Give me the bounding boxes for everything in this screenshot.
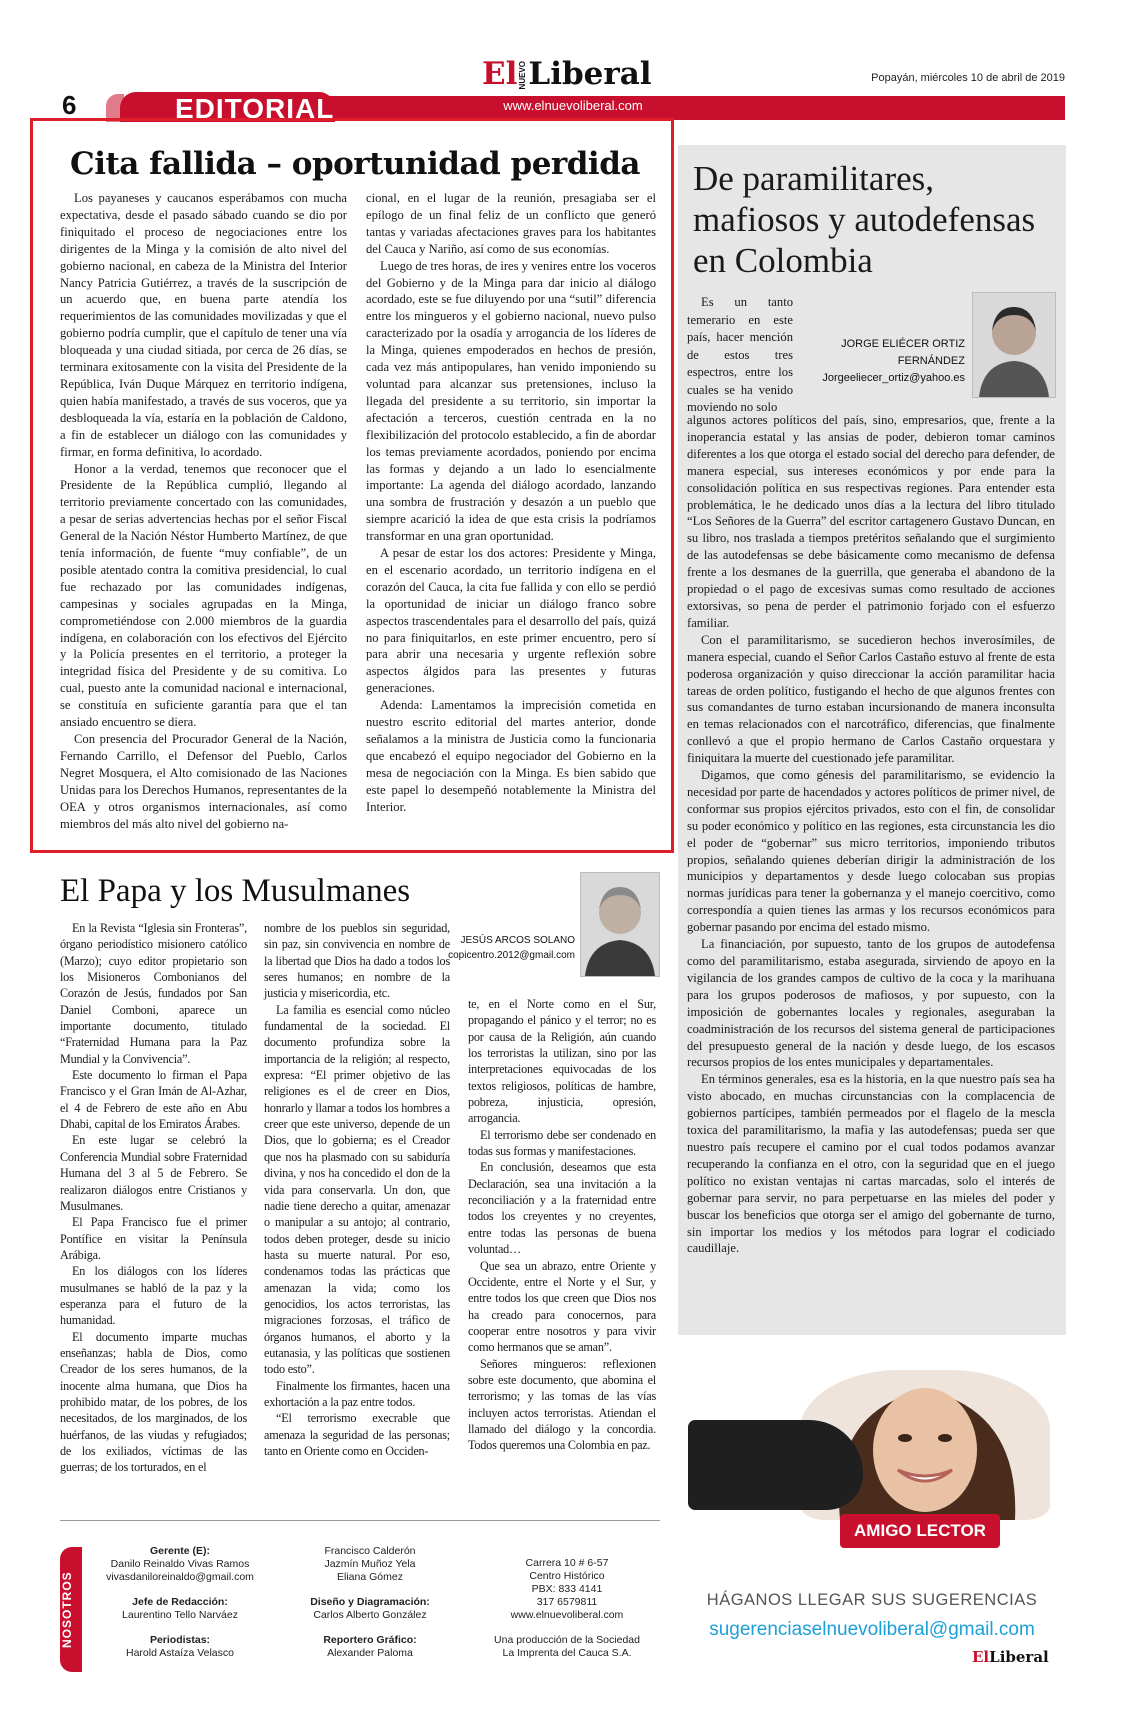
place: Centro Histórico — [529, 1570, 605, 1582]
staff-role: Gerente (E): — [149, 1545, 211, 1557]
paragraph: Digamos, que como génesis del paramilitarismo, se evidencio la necesidad por parte de hacendados y actores políticos de primer nivel, de conformar sus propios ejércitos privados, esto con el fin, de consolidar su poder económico y político en las regiones, esta circunstancia les dio el poder de “gobernar” sus micro territorios, imponiendo tributos propios, señalando quienes deberían dirigir la administración de los municipios y departamentos y desde luego colocaban sus propias normas jurídicas para tener la gobernanza y el manejo coercitivo, como correspondía a quien tienes las armas y los recursos económicos para gobernar pasando por encima del estado mismo. — [687, 768, 1055, 935]
staff-role: Reportero Gráfico: — [323, 1634, 417, 1646]
staff-role: Periodistas: — [149, 1634, 211, 1646]
author-email[interactable]: copicentro.2012@gmail.com — [448, 950, 575, 961]
staff-column-2 — [295, 1545, 445, 1660]
amigo-lector-badge: AMIGO LECTOR — [840, 1514, 1000, 1548]
masthead-logo — [482, 56, 652, 92]
article-column-1 — [60, 920, 247, 1476]
address: Carrera 10 # 6-57 — [525, 1557, 609, 1569]
author-name: JORGE ELIÉCER ORTIZ FERNÁNDEZ — [841, 338, 965, 367]
author-photo — [580, 872, 660, 977]
opinion-intro — [687, 294, 793, 417]
editorial-column-1 — [60, 190, 347, 832]
article-column-3 — [468, 996, 656, 1454]
paragraph: Luego de tres horas, de ires y venires entre los voceros del Gobierno y de la Minga para dar inicio al diálogo acordado, este se fue diluyendo por una “sutil” diferencia entre los mingueros y el gobierno nacional, nuevo pulso caracterizado por la osadía y arrogancia de los líderes de la Minga, quienes empoderados en hechos de presión, cada vez más antipopulares, han venido imponiendo su voluntad para alcanzar sus pretensiones, incluso la llegada del presidente a su territorio, sin importar la afectación a terceros, cuestión centrada en la no flexibilización del protocolo establecido, a fin de abordar los temas previamente acordados, poniendo por encima las formas y dejando a un lado lo esencialmente importante: La agenda del diálogo acordado, lanzando una sombra de frustración y desazón a un pueblo que siempre acarició la idea de que esta crisis la podríamos transformar en una gran oportunidad. — [366, 258, 656, 544]
article-title: El Papa y los Musulmanes — [60, 873, 411, 909]
pointing-hand-icon — [688, 1420, 863, 1510]
staff-role: Diseño y Diagramación: — [310, 1596, 430, 1608]
paragraph: Con el paramilitarismo, se sucedieron hechos inverosímiles, de manera especial, cuando el Señor Carlos Castaño estuvo al frente de esta poderosa organización y quiso direccionar la acción paramilitar hacia tareas de orden político, fustigando el hecho de que algunos frentes con sus comandantes de turno estaban incursionando de manera inconsulta en temas relacionados con el narcotráfico, diferencias, que finalmente conllevó a que el propio hermano de Carlos Castaño orquestara y finiquitara la muerte del cuestionado jefe paramilitar. — [687, 632, 1055, 766]
staff-name: Eliana Gómez — [337, 1571, 403, 1583]
logo-el: El — [972, 1648, 990, 1666]
paragraph: cional, en el lugar de la reunión, presagiaba ser el epílogo de un final feliz de un conflicto que generó tantas y variadas afectaciones graves para los habitantes del Cauca y Nariño, así como de sus economías. — [366, 191, 656, 256]
staff-name: Laurentino Tello Narváez — [122, 1609, 238, 1621]
paragraph: La familia es esencial como núcleo fundamental de la sociedad. El documento profundiza sobre la importancia de la religión; al respecto, expresa: “El primer objetivo de las religiones es el de creer en Dios, honrarlo y llamar a todos los hombres a creer que este universo, depende de un Dios, que lo gobierna; es el Creador que nos ha plasmado con su sabiduría divina, y nos ha concedido el don de la vida para conservarla. Un don, que nadie tiene derecho a quitar, amenazar o manipular a su antojo; al contrario, todos deben proteger, desde su inicio hasta su muerte natural. Por eso, condenamos todas las prácticas que amenazan la vida; como los genocidios, los actos terroristas, las migraciones forzosas, el tráfico de órganos humanos, el aborto y la eutanasia, y las políticas que sostienen todo esto”. — [264, 1002, 450, 1377]
paragraph: Que sea un abrazo, entre Oriente y Occidente, entre el Norte y el Sur, y entre todos los que creen que Dios nos ha creado para conocernos, para cooperar entre nosotros y para vivir como hermanos que se aman”. — [468, 1258, 656, 1355]
paragraph: Finalmente los firmantes, hacen una exhortación a la paz entre todos. — [264, 1378, 450, 1409]
opinion-body — [687, 412, 1055, 1257]
ad-headline: HÁGANOS LLEGAR SUS SUGERENCIAS — [706, 1591, 1038, 1609]
page-number: 6 — [62, 90, 77, 120]
logo-nuevo: NUEVO — [518, 61, 528, 90]
author-photo — [972, 292, 1056, 398]
logo-liberal: Liberal — [528, 56, 652, 92]
editorial-title: Cita fallida – oportunidad perdida — [70, 146, 640, 182]
paragraph: te, en el Norte como en el Sur, propagando el pánico y el terror; no es por causa de la Religión, aún cuando los terroristas la utilizan, sino por las interpretaciones equivocadas de los textos religiosos, políticas de hambre, pobreza, injusticia, opresión, arrogancia. — [468, 997, 656, 1126]
opinion-title: De paramilitares, mafiosos y autodefensas en Colombia — [693, 159, 1036, 280]
paragraph: A pesar de estar los dos actores: Presidente y Minga, en el escenario acordado, un territorio indígena en el corazón del Cauca, la cita fue fallida y con ello se perdió la oportunidad de iniciar un diálogo franco sobre aspectos trascendentales para el desarrollo del país, quizá no para finiquitarlos, en este primer encuentro, pero sí para abrir una necesaria y urgente reflexión sobre aspectos álgidos para las presentes y futuras generaciones. — [366, 546, 656, 696]
paragraph: El documento imparte muchas enseñanzas; habla de Dios, como Creador de los seres humanos, de la inocente alma humana, que Dios ha prohibido matar, de los pobres, de los necesitados, de los marginados, de los huérfanos, de las viudas y refugiados; de los exiliados, víctimas de las guerras; de los torturados, en el — [60, 1329, 247, 1475]
mobile-phone: 317 6579811 — [536, 1596, 598, 1608]
paragraph: Los payaneses y caucanos esperábamos con mucha expectativa, desde el pasado sábado cuando se dio por finiquitado el proceso de negociaciones entre los dirigentes de la Minga y la comisión de alto nivel del gobierno nacional, en cabeza de la Ministra del Interior Nancy Patricia Gutiérrez, a través de la suscripción de un acuerdo que, en buena parte atendía los requerimientos de las comunidades movilizadas y que el gobierno podría cumplir, que el capítulo de tener una vía bloqueada y una ciudad sitiada, por cerca de 26 días, se terminara exitosamente con la visita del Presidente de la República, Iván Duque Márquez en territorio indígena, quien había manifestado, a través de sus voceros, que ya desbloqueada la vía, estaría en la población de Caldono, a fin de establecer un diálogo con las comunidades y firmar, en forma definitiva, lo acordado. — [60, 191, 347, 459]
staff-name: Alexander Paloma — [327, 1647, 413, 1659]
paragraph: Señores mingueros: reflexionen sobre este documento, que abomina el terrorismo; y las tomas de las vías incluyen actos terroristas. Atiendan el llamado del diálogo y la concordia. Todos queremos una Colombia en paz. — [468, 1356, 656, 1453]
author-email[interactable]: Jorgeeliecer_ortiz@yahoo.es — [822, 372, 965, 384]
footer-website-link[interactable]: www.elnuevoliberal.com — [510, 1609, 624, 1621]
pbx-phone: PBX: 833 4141 — [531, 1583, 603, 1595]
author-name: JESÚS ARCOS SOLANO — [460, 935, 575, 946]
paragraph: Adenda: Lamentamos la imprecisión cometida en nuestro escrito editorial del martes anterior, donde señalamos a la ministra de Justicia como la funcionaria que encabezó el equipo negociador del Gobierno en la mesa de negociación con la Minga. Es bien sabido que este papel lo desempeñó notablemente la Ministra del Interior. — [366, 698, 656, 814]
paragraph: Este documento lo firman el Papa Francisco y el Gran Imán de Al-Azhar, el 4 de Febrero de este año en Abu Dhabi, capital de los Emiratos Árabes. — [60, 1068, 247, 1132]
editorial-column-2 — [366, 190, 656, 816]
ad-email-link[interactable]: sugerenciaselnuevoliberal@gmail.com — [709, 1619, 1035, 1640]
dateline: Popayán, miércoles 10 de abril de 2019 — [871, 72, 1065, 84]
header-rule — [330, 96, 1065, 120]
section-label: EDITORIAL — [175, 93, 335, 124]
paragraph: nombre de los pueblos sin seguridad, sin paz, sin convivencia en nombre de la libertad que Dios ha dado a todos los seres humanos; en nombre de la justicia y misericordia, etc. — [264, 921, 450, 1001]
ad-logo — [972, 1648, 1049, 1666]
paragraph: En conclusión, deseamos que esta Declaración, sea una invitación a la reconciliación y a la fraternidad entre todos los creyentes y no creyentes, entre todas las personas de buena voluntad… — [468, 1160, 656, 1257]
paragraph: En este lugar se celebró la Conferencia Mundial sobre Fraternidad Humana del 3 al 5 de Febrero. Se realizaron diálogos entre Cristianos y Musulmanes. — [60, 1133, 247, 1213]
staff-name: Danilo Reinaldo Vivas Ramos — [110, 1558, 250, 1570]
paragraph: Honor a la verdad, tenemos que reconocer que el Presidente de la República cumplió, llegando al territorio previamente concertado con las comunidades, a pesar de serias advertencias hechas por el señor Fiscal General de la Nación Néstor Humberto Martínez, de que tenía información, de fuente “muy confiable”, de un posible atentado contra la comitiva presidencial, lo cual fue rechazado por las comunidades indígenas, campesinas y sociales agrupadas en la Minga, comprometiéndose con 2.000 miembros de la guardia indígena, en colaboración con los efectivos del Ejército y la Policía presentes en el territorio, a proteger la integridad física del Presidente y de su comitiva. Lo cual, puesto ante la comunidad nacional e internacional, se constituía en suficiente garantía para que el tan ansiado encuentro se diera. — [60, 461, 347, 730]
logo-el: El — [482, 56, 518, 92]
staff-name: Francisco Calderón — [324, 1545, 416, 1557]
paragraph: “El terrorismo execrable que amenaza la seguridad de las personas; tanto en Oriente como en Occiden- — [264, 1411, 450, 1458]
paragraph: En los diálogos con los líderes musulmanes se habló de la paz y la esperanza para el futuro de la humanidad. — [60, 1264, 247, 1328]
production-credit: Una producción de la Sociedad — [494, 1634, 640, 1646]
paragraph: En términos generales, esa es la historia, en la que nuestro país sea ha visto abocado, en muchas circunstancias con la complacencia de gobiernos partícipes, también permeados por el flagelo de la mescla toxica del paramilitarismo, la mafia y las autodefensas; pueda ser que nuestro país recupere el camino por el cual todos podamos avanzar recuperando la confianza en el otro, con la seguridad que en el juego político no existan ventajas ni cartas marcadas, solo el interés de gobernar para servir, no para perpetuarse en las mieles del poder y buscar los beneficios que otorga ser el amigo del gobernante de turno, sin importar los medios y los métodos para lograr el codiciado caudillaje. — [687, 1072, 1055, 1256]
staff-name: Carlos Alberto González — [313, 1609, 427, 1621]
paragraph: El Papa Francisco fue el primer Pontífice en visitar la Península Arábiga. — [60, 1215, 247, 1262]
paragraph: En la Revista “Iglesia sin Fronteras”, órgano periodístico misionero católico (Marzo); cuyo editor propietario son los Misioneros Combonianos del Corazón de Jesús, fundados por San Daniel Comboni, aparece un importante documento, titulado “Fraternidad Humana para la Paz Mundial y la Convivencia”. — [60, 921, 247, 1066]
staff-column-1 — [100, 1545, 260, 1660]
paragraph: algunos actores políticos del país, sino, empresarios, que, frente a la inoperancia estatal y las ansias de poder, debieron tomar caminos diferentes a los que otorga el estado social del derecho para defender, de manera especial, sus intereses económicos y por ende para la consolidación política en sus respectivas regiones. Para entender esta problemática, le he dedicado unos días a la lectura del libro titulado “Los Señores de la Guerra” del escritor cartagenero Gustavo Duncan, en su libro, nos traslada a tiempos pretéritos señalando que el surgimiento de las autodefensas se debe básicamente como mecanismo de defensa frente a los desmanes de la guerrilla, que generaba el abandono de la propiedad o el pago de excesivas sumas como resultado de acciones extorsivas, so pena de perder el patrimonio forjado con el esfuerzo familiar. — [687, 413, 1055, 630]
paragraph: La financiación, por supuesto, tanto de los grupos de autodefensa como del paramilitarismo, estaba asegurada, sirviendo de apoyo en la vigilancia de los grandes campos de cultivo de la coca y la marihuana para los grupos poderosos de mafiosos, y por supuesto, con la imposición de gobernantes locales y regionales, aseguraban la coadministración de los recursos del sistema general de participaciones del presupuesto general de la nación y desde luego, de los escasos recursos propios de los entes municipales y departamentales. — [687, 937, 1055, 1070]
staff-role: Jefe de Redacción: — [132, 1596, 228, 1608]
paragraph: El terrorismo debe ser condenado en todas sus formas y manifestaciones. — [468, 1127, 656, 1159]
contact-column — [492, 1557, 642, 1660]
website-link[interactable]: www.elnuevoliberal.com — [503, 98, 643, 113]
staff-name: Jazmín Muñoz Yela — [324, 1558, 416, 1570]
staff-name: Harold Astaíza Velasco — [126, 1647, 234, 1659]
logo-liberal: Liberal — [989, 1648, 1049, 1666]
nosotros-label: NOSOTROS — [60, 1571, 74, 1648]
divider — [60, 1520, 660, 1521]
staff-email[interactable]: vivasdaniloreinaldo@gmail.com — [106, 1571, 254, 1583]
article-column-2 — [264, 920, 450, 1459]
production-credit: La Imprenta del Cauca S.A. — [502, 1647, 632, 1659]
paragraph: Es un tanto temerario en este país, hacer mención de estos tres espectros, entre los cuales se ha venido moviendo no solo — [687, 295, 793, 414]
paragraph: Con presencia del Procurador General de la Nación, Fernando Carrillo, el Defensor del Pueblo, Carlos Negret Mosquera, el Alto comisionado de las Naciones Unidas para los Derechos Humanos, representantes de la OEA y otros organismos internacionales, así como miembros del más alto nivel del gobierno na- — [60, 732, 347, 831]
